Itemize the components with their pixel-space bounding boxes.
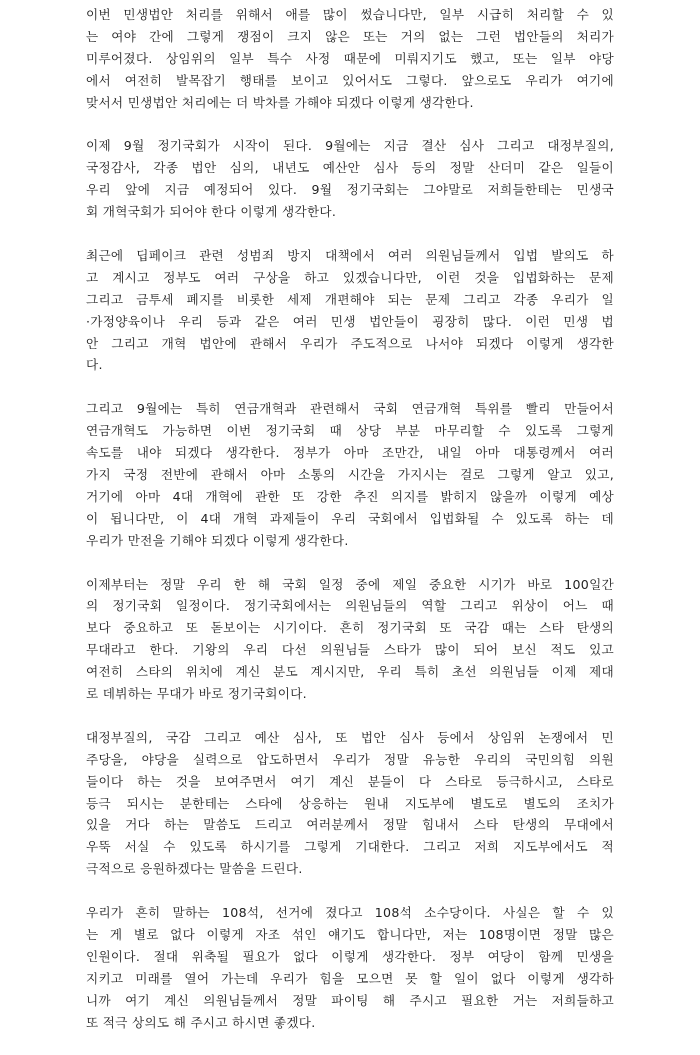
text-line: 연금개혁도 가능하면 이번 정기국회 때 상당 부분 마무리할 수 있도록 그렇게 — [86, 423, 614, 439]
text-line: 이 됩니다만, 이 4대 개혁 과제들이 우리 국회에서 입법화될 수 있도록 하는 데 — [86, 510, 614, 526]
text-line: 우리가 만전을 기해야 되겠다 이렇게 생각한다. — [86, 532, 349, 548]
text-line: 는 게 별로 없다 이렇게 자조 섞인 얘기도 합니다만, 저는 108명이면 정말 많은 — [86, 926, 614, 942]
text-line: 이제부터는 정말 우리 한 해 국회 일정 중에 제일 중요한 시기가 바로 100일간 — [86, 576, 614, 592]
text-line: 그리고 금투세 폐지를 비롯한 세제 개편해야 되는 문제 그리고 각종 우리가 일 — [86, 291, 614, 307]
text-line: 또 적극 상의도 해 주시고 하시면 좋겠다. — [86, 1014, 316, 1030]
text-line: 안 그리고 개혁 법안에 관해서 우리가 주도적으로 나서야 되겠다 이렇게 생각한 — [86, 335, 614, 351]
text-line: 보다 중요하고 또 돋보이는 시기이다. 흔히 정기국회 또 국감 때는 스타 탄생의 — [86, 620, 614, 636]
text-line: 이번 민생법안 처리를 위해서 애를 많이 썼습니다만, 일부 시급히 처리할 수 있 — [86, 7, 614, 22]
paragraph — [86, 135, 614, 223]
text-line: 대정부질의, 국감 그리고 예산 심사, 또 법안 심사 등에서 상임위 논쟁에서 민 — [86, 729, 614, 745]
text-line: 미루어졌다. 상임위의 일부 특수 사정 때문에 미뤄지기도 했고, 또는 일부 야당 — [86, 50, 614, 66]
text-line: ·가정양육이나 우리 등과 같은 여러 민생 법안들이 굉장히 많다. 이런 민생 법 — [86, 313, 614, 329]
paragraph — [86, 727, 614, 880]
text-line: 회 개혁국회가 되어야 한다 이렇게 생각한다. — [86, 204, 337, 220]
text-line: 인원이다. 절대 위축될 필요가 없다 이렇게 생각한다. 정부 여당이 함께 민생을 — [86, 948, 614, 964]
text-line: 는 여야 간에 그렇게 쟁점이 크지 않은 또는 거의 없는 그런 법안들의 처리가 — [86, 28, 614, 44]
paragraph — [86, 4, 614, 114]
text-line: 고 계시고 정부도 여러 구상을 하고 있겠습니다만, 이런 것을 입법화하는 문제 — [86, 269, 614, 285]
text-line: 무대라고 한다. 기왕의 우리 다선 의원님들 스타가 많이 되어 보신 적도 있고 — [86, 642, 614, 658]
text-line: 니까 여기 계신 의원님들께서 정말 파이팅 해 주시고 필요한 거는 저희들하고 — [86, 992, 614, 1008]
text-line: 의 정기국회 일정이다. 정기국회에서는 의원님들의 역할 그리고 위상이 어느 때 — [86, 598, 614, 614]
text-line: 그리고 9월에는 특히 연금개혁과 관련해서 국회 연금개혁 특위를 빨리 만들어서 — [86, 401, 614, 417]
text-line: 가지 국정 전반에 관해서 아마 소통의 시간을 가지시는 걸로 그렇게 알고 있고, — [86, 466, 614, 482]
paragraph — [86, 245, 614, 376]
text-line: 있을 거다 하는 말씀도 드리고 여러분께서 정말 힘내서 스타 탄생의 무대에서 — [86, 817, 614, 833]
text-line: 우뚝 서실 수 있도록 하시기를 그렇게 기대한다. 그리고 저희 지도부에서도 적 — [86, 839, 614, 855]
text-line: 이제 9월 정기국회가 시작이 된다. 9월에는 지금 결산 심사 그리고 대정부질의, — [86, 138, 614, 154]
text-line: 에서 여전히 발목잡기 행태를 보이고 있어서도 그렇다. 앞으로도 우리가 여기에 — [86, 72, 614, 88]
text-line: 속도를 내야 되겠다 생각한다. 정부가 아마 조만간, 내일 아마 대통령께서 여러 — [86, 445, 614, 461]
text-line: 최근에 딥페이크 관련 성범죄 방지 대책에서 여러 의원님들께서 입법 발의도 하 — [86, 247, 614, 263]
text-line: 들이다 하는 것을 보여주면서 여기 계신 분들이 다 스타로 등극하시고, 스타로 — [86, 773, 614, 789]
paragraph — [86, 902, 614, 1033]
text-line: 맞서서 민생법안 처리에는 더 박차를 가해야 되겠다 이렇게 생각한다. — [86, 94, 474, 110]
text-line: 거기에 아마 4대 개혁에 관한 또 강한 추진 의지를 밝히지 않을까 이렇게 예상 — [86, 488, 614, 504]
paragraph — [86, 574, 614, 705]
document-page — [86, 4, 614, 1055]
text-line: 주당을, 야당을 실력으로 압도하면서 우리가 정말 유능한 우리의 국민의힘 의원 — [86, 751, 614, 767]
text-line: 여전히 스타의 위치에 계신 분도 계시지만, 우리 특히 초선 의원님들 이제 제대 — [86, 664, 614, 680]
text-line: 극적으로 응원하겠다는 말씀을 드린다. — [86, 861, 303, 877]
paragraph — [86, 398, 614, 551]
text-line: 로 데뷔하는 무대가 바로 정기국회이다. — [86, 686, 307, 702]
text-line: 우리 앞에 지금 예정되어 있다. 9월 정기국회는 그야말로 저희들한테는 민생국 — [86, 182, 614, 198]
text-line: 국정감사, 각종 법안 심의, 내년도 예산안 심사 등의 정말 산더미 같은 일들이 — [86, 160, 614, 176]
text-line: 등극 되시는 분한테는 스타에 상응하는 원내 지도부에 별도로 별도의 조치가 — [86, 795, 614, 811]
text-line: 지키고 미래를 열어 가는데 우리가 힘을 모으면 못 할 일이 없다 이렇게 생각하 — [86, 970, 614, 986]
text-line: 우리가 흔히 말하는 108석, 선거에 졌다고 108석 소수당이다. 사실은 할 수 있 — [86, 905, 614, 921]
text-line: 다. — [86, 357, 103, 373]
